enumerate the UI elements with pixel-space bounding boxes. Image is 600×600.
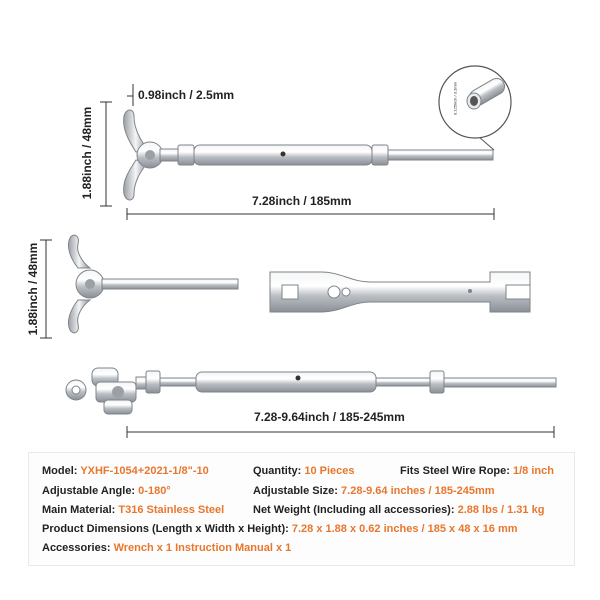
rope-callout-label: 0.125inch / 3.2mm xyxy=(452,82,458,115)
dim-height-mid-label: 1.88inch / 48mm xyxy=(26,242,40,336)
turnbuckle-bottom xyxy=(66,368,556,414)
spec-weight xyxy=(253,504,544,516)
spec-model-label: Model: xyxy=(42,465,78,477)
dim-thickness-label: 0.98inch / 2.5mm xyxy=(138,88,235,102)
spec-model xyxy=(42,465,209,477)
spec-material xyxy=(42,504,224,516)
spec-product-dimensions-label: Product Dimensions (Length x Width x Height): xyxy=(42,523,289,535)
spec-accessories-value: Wrench x 1 Instruction Manual x 1 xyxy=(113,542,292,554)
spec-angle-label: Adjustable Angle: xyxy=(42,485,136,497)
dim-length-bottom-label: 7.28-9.64inch / 185-245mm xyxy=(254,410,405,424)
spec-rope-value: 1/8 inch xyxy=(512,465,554,477)
spec-weight-value: 2.88 lbs / 1.31 kg xyxy=(457,504,545,516)
spec-quantity-value: 10 Pieces xyxy=(304,465,355,477)
spec-quantity xyxy=(253,465,355,477)
spec-size-value: 7.28-9.64 inches / 185-245mm xyxy=(341,485,495,497)
spec-angle xyxy=(42,485,171,497)
spec-quantity-label: Quantity: xyxy=(253,465,302,477)
spec-angle-value: 0-180° xyxy=(138,485,171,497)
spec-material-label: Main Material: xyxy=(42,504,116,516)
spec-rope xyxy=(400,465,554,477)
spec-accessories xyxy=(42,542,291,554)
dim-length-top-label: 7.28inch / 185mm xyxy=(252,194,352,208)
spec-size xyxy=(253,485,495,497)
spec-weight-label: Net Weight (Including all accessories): xyxy=(253,504,455,516)
spec-model-value: YXHF-1054+2021-1/8"-10 xyxy=(80,465,209,477)
dim-height-top-label: 1.88inch / 48mm xyxy=(80,106,94,200)
toggle-end xyxy=(68,235,238,333)
wrench xyxy=(270,272,530,312)
spec-material-value: T316 Stainless Steel xyxy=(118,504,225,516)
spec-product-dimensions-value: 7.28 x 1.88 x 0.62 inches / 185 x 48 x 16 mm xyxy=(291,523,518,535)
spec-rope-label: Fits Steel Wire Rope: xyxy=(400,465,510,477)
spec-product-dimensions xyxy=(42,523,518,535)
spec-accessories-label: Accessories: xyxy=(42,542,111,554)
rope-callout xyxy=(439,66,511,138)
spec-size-label: Adjustable Size: xyxy=(253,485,338,497)
turnbuckle-top xyxy=(124,110,493,200)
